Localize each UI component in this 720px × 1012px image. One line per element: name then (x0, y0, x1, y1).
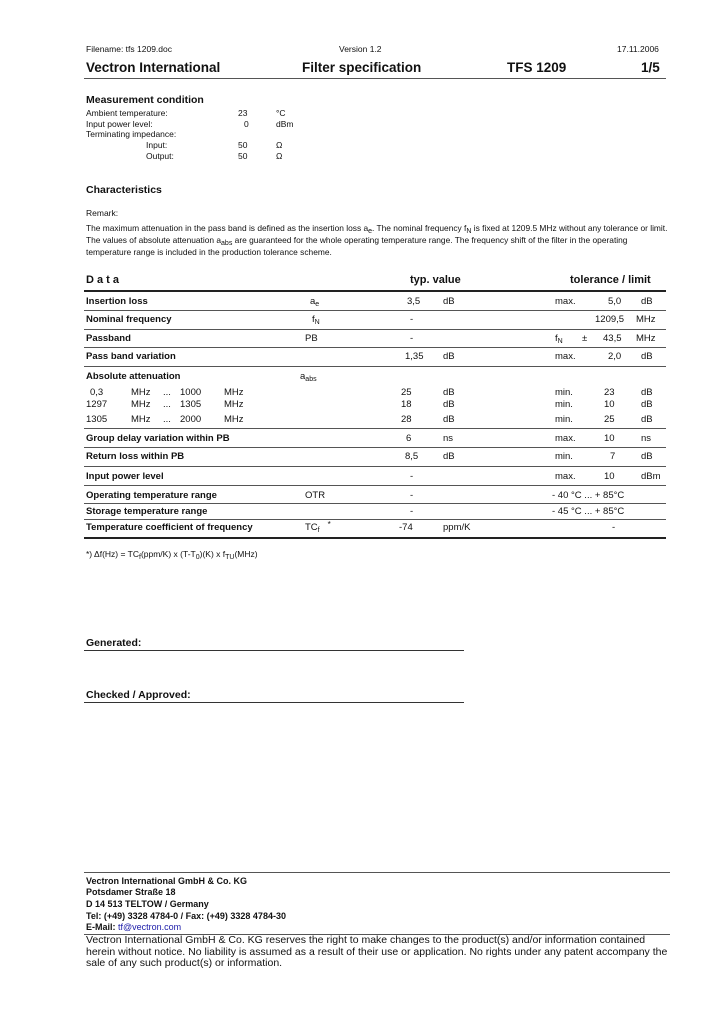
table-header-typ: typ. value (410, 274, 461, 286)
abs2-limit-type: min. (555, 399, 573, 410)
abs1-limit-type: min. (555, 387, 573, 398)
row-gdv-limit: 10 (604, 433, 615, 444)
abs3-dots: ... (163, 414, 171, 425)
row-passband-label: Passband (86, 333, 131, 344)
header-date: 17.11.2006 (617, 44, 659, 54)
abs2-u1: MHz (131, 399, 151, 410)
row-ipl-limit: 10 (604, 471, 615, 482)
row-divider (84, 519, 666, 520)
row-nominal-symbol: $f_N$ (312, 314, 320, 326)
footer-company: Vectron International GmbH & Co. KG (86, 876, 248, 886)
abs2-u2: MHz (224, 399, 244, 410)
row-absatt-symbol: $a_{abs}$ (300, 371, 317, 383)
row-divider (84, 310, 666, 311)
abs3-typ-unit: dB (443, 414, 455, 425)
row-gdv-label: Group delay variation within PB (86, 433, 230, 444)
ambient-unit: °C (276, 108, 286, 118)
abs1-limit-unit: dB (641, 387, 653, 398)
header-rule (84, 78, 666, 79)
row-insertion-limit-type: max. (555, 296, 576, 307)
output-value: 50 (238, 151, 248, 161)
row-nominal-typ: - (410, 314, 414, 325)
power-unit: dBm (276, 119, 294, 129)
row-str-limit: - 45 °C ... + 85°C (552, 506, 625, 517)
row-insertion-typ: 3,5 (407, 296, 421, 307)
termination-label: Terminating impedance: (86, 129, 177, 139)
row-ipl-typ: - (410, 471, 414, 482)
row-nominal-limit-unit: MHz (636, 314, 656, 325)
row-rl-limit-unit: dB (641, 451, 653, 462)
row-otr-label: Operating temperature range (86, 490, 217, 501)
row-ipl-label: Input power level (86, 471, 164, 482)
row-tcf-typ-unit: ppm/K (443, 522, 471, 533)
input-value: 50 (238, 140, 248, 150)
abs1-typ-unit: dB (443, 387, 455, 398)
row-divider (84, 428, 666, 429)
row-otr-limit: - 40 °C ... + 85°C (552, 490, 625, 501)
row-insertion-limit: 5,0 (608, 296, 622, 307)
generated-label: Generated: (86, 637, 142, 649)
row-rl-limit: 7 (610, 451, 616, 462)
row-otr-typ: - (410, 490, 414, 501)
abs1-typ: 25 (401, 387, 412, 398)
row-pbvar-typ: 1,35 (405, 351, 424, 362)
input-label: Input: (146, 140, 168, 150)
abs3-f1: 1305 (86, 414, 108, 425)
abs2-limit: 10 (604, 399, 615, 410)
row-insertion-typ-unit: dB (443, 296, 455, 307)
row-passband-limit-fn: $f_N$ (555, 333, 563, 345)
header-doc-title: Filter specification (302, 60, 422, 75)
measurement-title: Measurement condition (86, 94, 204, 106)
abs2-typ: 18 (401, 399, 412, 410)
row-otr-symbol: OTR (305, 490, 326, 501)
ambient-value: 23 (238, 108, 248, 118)
row-ipl-limit-type: max. (555, 471, 576, 482)
row-divider (84, 447, 666, 448)
footer-disclaimer: Vectron International GmbH & Co. KG reserves the right to make changes to the product(s) and/or information contained herein without notice. No liability is assumed as a result of their use or application. No rights under any patent accompany the sale of any such product(s) or information. (86, 934, 668, 969)
email-link[interactable]: tf@vectron.com (118, 922, 182, 932)
table-header-tolerance: tolerance / limit (570, 274, 651, 286)
footer-phone-fax: Tel: (+49) 3328 4784-0 / Fax: (+49) 3328 4784-30 (86, 911, 286, 921)
row-gdv-typ: 6 (406, 433, 412, 444)
footer-city: D 14 513 TELTOW / Germany (86, 899, 209, 909)
footnote: *) $\Delta f(Hz) = TC_f(ppm/K)$ x $(T-T_0)(K)$ x $f_{TU}(MHz)$ (86, 549, 258, 561)
input-unit: Ω (276, 140, 283, 150)
row-gdv-limit-type: max. (555, 433, 576, 444)
row-str-typ: - (410, 506, 414, 517)
row-tcf-symbol: $TC_f^*$ (305, 520, 331, 534)
row-pbvar-limit-type: max. (555, 351, 576, 362)
row-passband-limit-pm: ± (582, 333, 588, 344)
row-passband-typ: - (410, 333, 414, 344)
row-nominal-label: Nominal frequency (86, 314, 172, 325)
power-value: 0 (244, 119, 249, 129)
row-insertion-symbol: $a_e$ (310, 296, 320, 308)
row-gdv-typ-unit: ns (443, 433, 454, 444)
abs3-typ: 28 (401, 414, 412, 425)
row-divider (84, 329, 666, 330)
row-tcf-typ: -74 (399, 522, 413, 533)
abs2-dots: ... (163, 399, 171, 410)
row-rl-typ-unit: dB (443, 451, 455, 462)
checked-signature-line (84, 702, 464, 703)
abs3-limit-type: min. (555, 414, 573, 425)
abs1-dots: ... (163, 387, 171, 398)
row-absatt-label: Absolute attenuation (86, 371, 181, 382)
table-bottom-rule (84, 537, 666, 539)
row-passband-limit-unit: MHz (636, 333, 656, 344)
abs1-limit: 23 (604, 387, 615, 398)
row-rl-label: Return loss within PB (86, 451, 185, 462)
row-rl-typ: 8,5 (405, 451, 419, 462)
remark-label: Remark: (86, 208, 119, 218)
row-ipl-limit-unit: dBm (641, 471, 661, 482)
row-gdv-limit-unit: ns (641, 433, 652, 444)
table-top-rule (84, 290, 666, 292)
ambient-label: Ambient temperature: (86, 108, 168, 118)
row-tcf-label: Temperature coefficient of frequency (86, 522, 253, 533)
header-company: Vectron International (86, 60, 221, 75)
remark-text: The maximum attenuation in the pass band is defined as the insertion loss $a_e$. The nominal frequency $f_N$ is fixed at 1209.5 MHz without any tolerance or limit. The values of absolute attenuation $a_{abs}$ are guaranteed for the whole operating temperature range. The frequency shift of the filter in the operating temperature range is included in the production tolerance scheme. (86, 223, 668, 257)
header-filename: Filename: tfs 1209.doc (86, 44, 172, 54)
power-label: Input power level: (86, 119, 153, 129)
row-nominal-limit: 1209,5 (595, 314, 625, 325)
row-pbvar-limit: 2,0 (608, 351, 622, 362)
header-version: Version 1.2 (339, 44, 382, 54)
row-insertion-label: Insertion loss (86, 296, 148, 307)
table-header-data: D a t a (86, 274, 120, 286)
row-divider (84, 466, 666, 467)
row-passband-limit: 43,5 (603, 333, 622, 344)
abs2-f1: 1297 (86, 399, 108, 410)
footer-email: E-Mail: tf@vectron.com (86, 922, 182, 932)
output-unit: Ω (276, 151, 283, 161)
row-pbvar-typ-unit: dB (443, 351, 455, 362)
abs3-f2: 2000 (180, 414, 202, 425)
row-insertion-limit-unit: dB (641, 296, 653, 307)
abs3-u2: MHz (224, 414, 244, 425)
row-divider (84, 485, 666, 486)
footer-street: Potsdamer Straße 18 (86, 887, 176, 897)
row-passband-symbol: PB (305, 333, 318, 344)
abs1-f1: 0,3 (90, 387, 104, 398)
row-divider (84, 366, 666, 367)
row-str-label: Storage temperature range (86, 506, 208, 517)
row-pbvar-label: Pass band variation (86, 351, 176, 362)
abs3-limit-unit: dB (641, 414, 653, 425)
abs1-f2: 1000 (180, 387, 202, 398)
generated-signature-line (84, 650, 464, 651)
row-rl-limit-type: min. (555, 451, 573, 462)
row-divider (84, 347, 666, 348)
row-divider (84, 503, 666, 504)
abs1-u1: MHz (131, 387, 151, 398)
header-part-number: TFS 1209 (507, 60, 567, 75)
abs1-u2: MHz (224, 387, 244, 398)
row-pbvar-limit-unit: dB (641, 351, 653, 362)
abs2-limit-unit: dB (641, 399, 653, 410)
abs2-typ-unit: dB (443, 399, 455, 410)
abs3-limit: 25 (604, 414, 615, 425)
abs3-u1: MHz (131, 414, 151, 425)
row-tcf-limit: - (612, 522, 616, 533)
footer-rule (84, 872, 670, 873)
output-label: Output: (146, 151, 174, 161)
checked-label: Checked / Approved: (86, 689, 191, 701)
header-page: 1/5 (641, 60, 660, 75)
abs2-f2: 1305 (180, 399, 202, 410)
characteristics-title: Characteristics (86, 184, 162, 196)
